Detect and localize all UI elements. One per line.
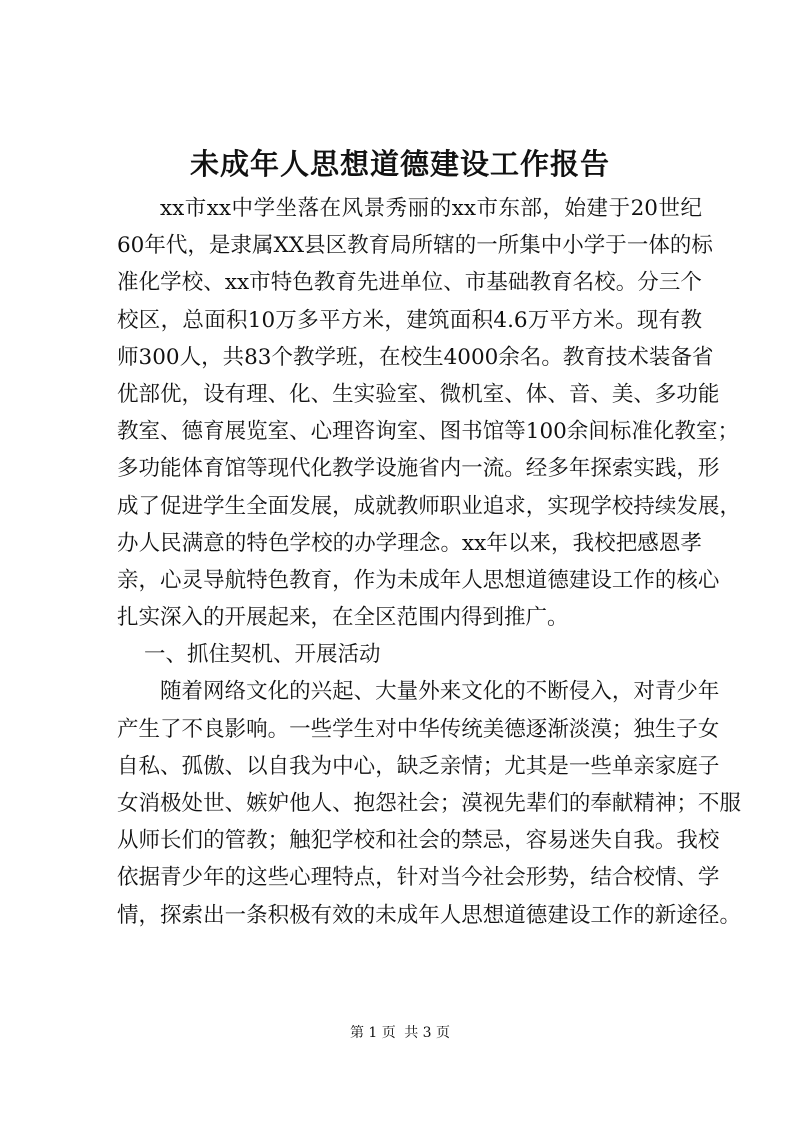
paragraph-section-one (117, 673, 741, 933)
page-title: 未成年人思想道德建设工作报告 (189, 147, 610, 181)
text-line: 校 区 ， 总 面 积 10 万 多 平 方 米 ， 建 筑 面 积 4.6 万 平 方 米 。 现 有 教 (117, 307, 702, 333)
section-heading (117, 636, 702, 673)
text-line: xx 市 xx 中 学 坐 落 在 风 景 秀 丽 的 xx 市 东 部 ， 始 建 于 20 世 纪 (160, 196, 702, 221)
text-line: 教 室 、 德 育 展 览 室 、 心 理 咨 询 室 、 图 书 馆 等 100 余 间 标 准 化 教 室 ； (117, 419, 739, 445)
page-footer (0, 1022, 800, 1042)
text-line: 师 300 人 ， 共 83 个 教 学 班 ， 在 校 生 4000 余 名 。 教 育 技 术 装 备 省 (117, 344, 714, 370)
text-line: 情 ， 探 索 出 一 条 积 极 有 效 的 未 成 年 人 思 想 道 德 建 设 工 作 的 新 途 径 。 (117, 902, 741, 928)
page-total: 共 3 页 (404, 1025, 451, 1041)
text-line: 自 私 、 孤 傲 、 以 自 我 为 中 心 ， 缺 乏 亲 情 ； 尤 其 是 一 些 单 亲 家 庭 子 (117, 753, 720, 779)
text-line: 产 生 了 不 良 影 响 。 一 些 学 生 对 中 华 传 统 美 德 逐 渐 淡 漠 ； 独 生 子 女 (117, 716, 720, 742)
text-line: 办 人 民 满 意 的 特 色 学 校 的 办 学 理 念 。 xx 年 以 来 ， 我 校 把 感 恩 孝 (117, 530, 702, 556)
text-line: 亲 ， 心 灵 导 航 特 色 教 育 ， 作 为 未 成 年 人 思 想 道 德 建 设 工 作 的 核 心 (117, 567, 720, 593)
text-line: 60 年 代 ， 是 隶 属 XX 县 区 教 育 局 所 辖 的 一 所 集 中 小 学 于 一 体 的 标 (117, 233, 713, 259)
text-line: 准 化 学 校 、 xx 市 特 色 教 育 先 进 单 位 、 市 基 础 教 育 名 校 。 分 三 个 (117, 270, 702, 296)
text-line: 从 师 长 们 的 管 教 ； 触 犯 学 校 和 社 会 的 禁 忌 ， 容 易 迷 失 自 我 。 我 校 (117, 828, 720, 854)
text-line: 优 部 优 ， 设 有 理 、 化 、 生 实 验 室 、 微 机 室 、 体 、 音 、 美 、 多 功 能 (117, 381, 720, 407)
text-line: 女 消 极 处 世 、 嫉 妒 他 人 、 抱 怨 社 会 ； 漠 视 先 辈 们 的 奉 献 精 神 ； 不 服 (117, 791, 741, 816)
page-number: 第 1 页 (349, 1025, 396, 1041)
text-line: 多 功 能 体 育 馆 等 现 代 化 教 学 设 施 省 内 一 流 。 经 多 年 探 索 实 践 ， 形 (117, 456, 720, 482)
text-line: 依 据 青 少 年 的 这 些 心 理 特 点 ， 针 对 当 今 社 会 形 势 ， 结 合 校 情 、 学 (117, 865, 720, 891)
text-line: 随 着 网 络 文 化 的 兴 起 、 大 量 外 来 文 化 的 不 断 侵 入 ， 对 青 少 年 (160, 679, 720, 705)
section-heading-text: 一、抓住契机、开展活动 (144, 642, 381, 668)
text-line: 成 了 促 进 学 生 全 面 发 展 ， 成 就 教 师 职 业 追 求 ， 实 现 学 校 持 续 发 展 ， (117, 493, 741, 519)
document-body (117, 190, 741, 934)
paragraph-intro (117, 190, 741, 636)
text-line: 扎实深入的开展起来，在全区范围内得到推广。 (117, 605, 569, 631)
